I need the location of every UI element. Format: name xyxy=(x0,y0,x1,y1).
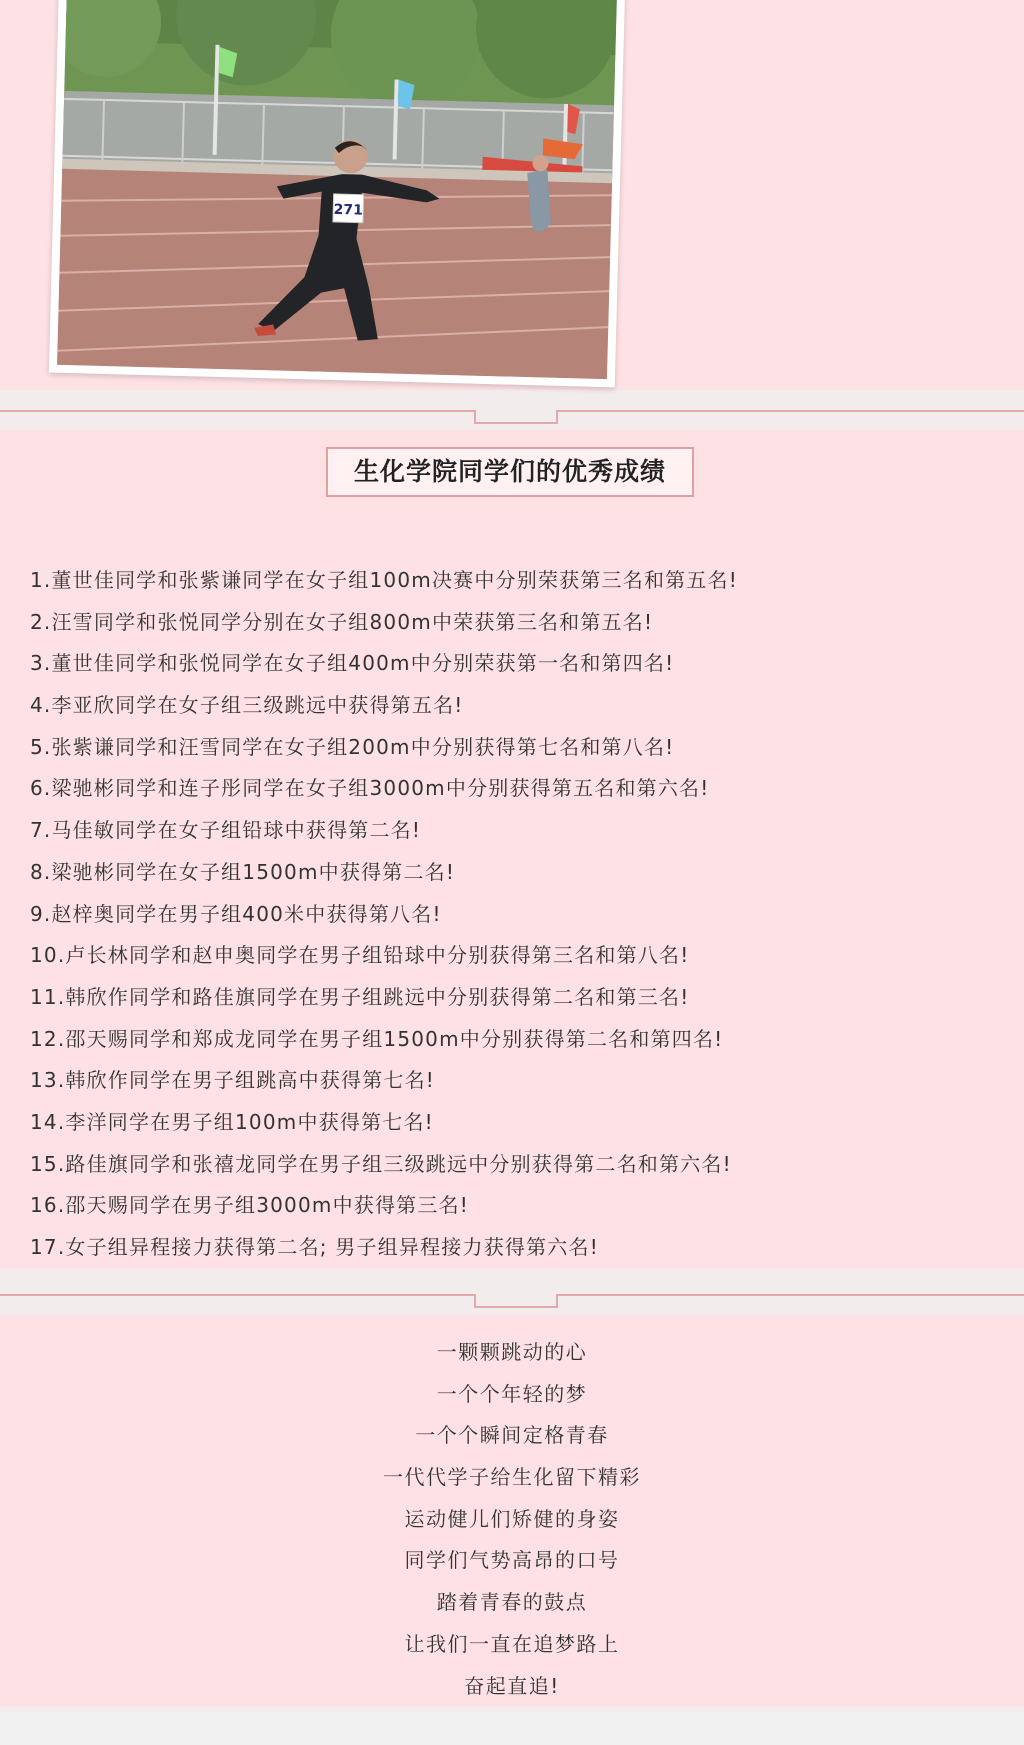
section-divider xyxy=(0,1282,1024,1308)
photo-section xyxy=(0,0,1024,390)
poem-line: 运动健儿们矫健的身姿 xyxy=(404,1506,620,1531)
poem-line: 让我们一直在追梦路上 xyxy=(404,1631,620,1656)
result-item: 4.李亚欣同学在女子组三级跳远中获得第五名! xyxy=(30,693,464,718)
result-item: 17.女子组异程接力获得第二名; 男子组异程接力获得第六名! xyxy=(30,1235,599,1259)
results-title-box xyxy=(326,447,694,497)
page-bottom-margin xyxy=(0,1712,1024,1745)
athlete-photo xyxy=(49,0,625,387)
section-divider xyxy=(0,398,1024,424)
result-item: 14.李洋同学在男子组100m中获得第七名! xyxy=(30,1109,434,1134)
result-item: 7.马佳敏同学在女子组铅球中获得第二名! xyxy=(30,818,422,843)
poem-line: 一个个瞬间定格青春 xyxy=(415,1423,609,1448)
result-item: 16.邵天赐同学在男子组3000m中获得第三名! xyxy=(30,1193,470,1218)
poem-line: 踏着青春的鼓点 xyxy=(436,1590,588,1615)
poem-line: 奋起直追! xyxy=(464,1673,560,1698)
results-list xyxy=(30,563,1000,1272)
bib-number: 271 xyxy=(333,201,364,219)
poem-line: 同学们气势高昂的口号 xyxy=(404,1548,620,1573)
poem-lines xyxy=(0,1335,1024,1710)
result-item: 10.卢长林同学和赵申奥同学在男子组铅球中分别获得第三名和第八名! xyxy=(30,943,690,968)
result-item: 12.邵天赐同学和郑成龙同学在男子组1500m中分别获得第二名和第四名! xyxy=(30,1026,724,1051)
result-item: 8.梁驰彬同学在女子组1500m中获得第二名! xyxy=(30,859,456,884)
poem-line: 一代代学子给生化留下精彩 xyxy=(383,1465,641,1490)
photo-image xyxy=(57,0,617,379)
result-item: 5.张紫谦同学和汪雪同学在女子组200m中分别获得第七名和第八名! xyxy=(30,734,675,759)
results-title: 生化学院同学们的优秀成绩 xyxy=(353,457,666,486)
poem-line: 一个个年轻的梦 xyxy=(436,1381,588,1406)
photo-illustration xyxy=(57,0,617,379)
result-item: 1.董世佳同学和张紫谦同学在女子组100m决赛中分别荣获第三名和第五名! xyxy=(30,568,738,592)
result-item: 15.路佳旗同学和张禧龙同学在男子组三级跳远中分别获得第二名和第六名! xyxy=(30,1151,732,1176)
result-item: 2.汪雪同学和张悦同学分别在女子组800m中荣获第三名和第五名! xyxy=(30,609,654,634)
result-item: 6.梁驰彬同学和连子彤同学在女子组3000m中分别获得第五名和第六名! xyxy=(30,776,710,801)
result-item: 3.董世佳同学和张悦同学在女子组400m中分别荣获第一名和第四名! xyxy=(30,651,675,676)
result-item: 13.韩欣作同学在男子组跳高中获得第七名! xyxy=(30,1068,436,1093)
result-item: 9.赵梓奥同学在男子组400米中获得第八名! xyxy=(30,901,442,926)
poem-line: 一颗颗跳动的心 xyxy=(436,1340,588,1364)
result-item: 11.韩欣作同学和路佳旗同学在男子组跳远中分别获得第二名和第三名! xyxy=(30,984,690,1009)
